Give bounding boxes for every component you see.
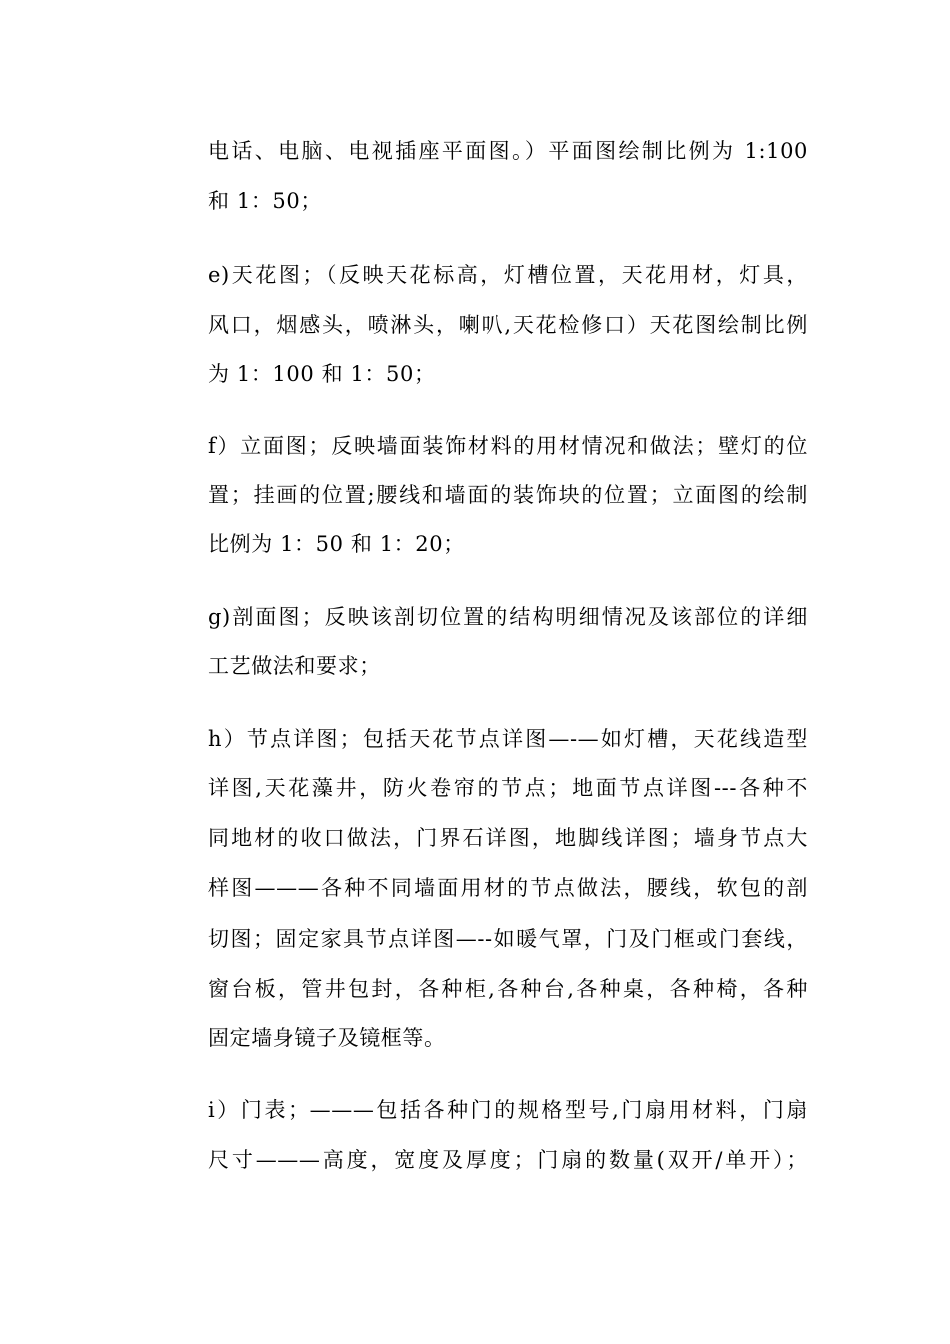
paragraph-h-line-6: 窗台板，管井包封，各种柜,各种台,各种桌，各种椅，各种: [208, 977, 808, 1001]
paragraph-h-line-5: 切图；固定家具节点详图—--如暖气罩，门及门框或门套线，: [208, 927, 808, 951]
paragraph-f-line-2: 置；挂画的位置;腰线和墙面的装饰块的位置；立面图的绘制: [208, 483, 808, 507]
paragraph-h-line-2: 详图,天花藻井，防火卷帘的节点；地面节点详图---各种不: [208, 776, 808, 800]
paragraph-h-line-7: 固定墙身镜子及镜框等。: [208, 1026, 446, 1050]
paragraph-e-line-3: 为 1：100 和 1：50；: [208, 362, 436, 386]
paragraph-g-line-2: 工艺做法和要求；: [208, 654, 381, 678]
paragraph-g-line-1: g)剖面图；反映该剖切位置的结构明细情况及该部位的详细: [208, 605, 808, 629]
paragraph-i-line-2: 尺寸———高度，宽度及厚度；门扇的数量(双开/单开）；: [208, 1148, 808, 1172]
paragraph-d-line-2: 和 1：50；: [208, 189, 322, 213]
paragraph-d-line-1: 电话、电脑、电视插座平面图。）平面图绘制比例为 1:100: [208, 139, 808, 163]
paragraph-h-line-1: h）节点详图；包括天花节点详图—-—如灯槽，天花线造型: [208, 727, 808, 751]
paragraph-e-line-1: e)天花图；（反映天花标高，灯槽位置，天花用材，灯具，: [208, 263, 808, 287]
paragraph-h-line-3: 同地材的收口做法，门界石详图，地脚线详图；墙身节点大: [208, 826, 808, 850]
paragraph-e-line-2: 风口，烟感头，喷淋头，喇叭,天花检修口）天花图绘制比例: [208, 313, 808, 337]
paragraph-i-line-1: i）门表；———包括各种门的规格型号,门扇用材料，门扇: [208, 1098, 808, 1122]
paragraph-f-line-1: f）立面图；反映墙面装饰材料的用材情况和做法；壁灯的位: [208, 434, 808, 458]
paragraph-f-line-3: 比例为 1：50 和 1：20；: [208, 532, 465, 556]
paragraph-h-line-4: 样图———各种不同墙面用材的节点做法，腰线，软包的剖: [208, 876, 808, 900]
